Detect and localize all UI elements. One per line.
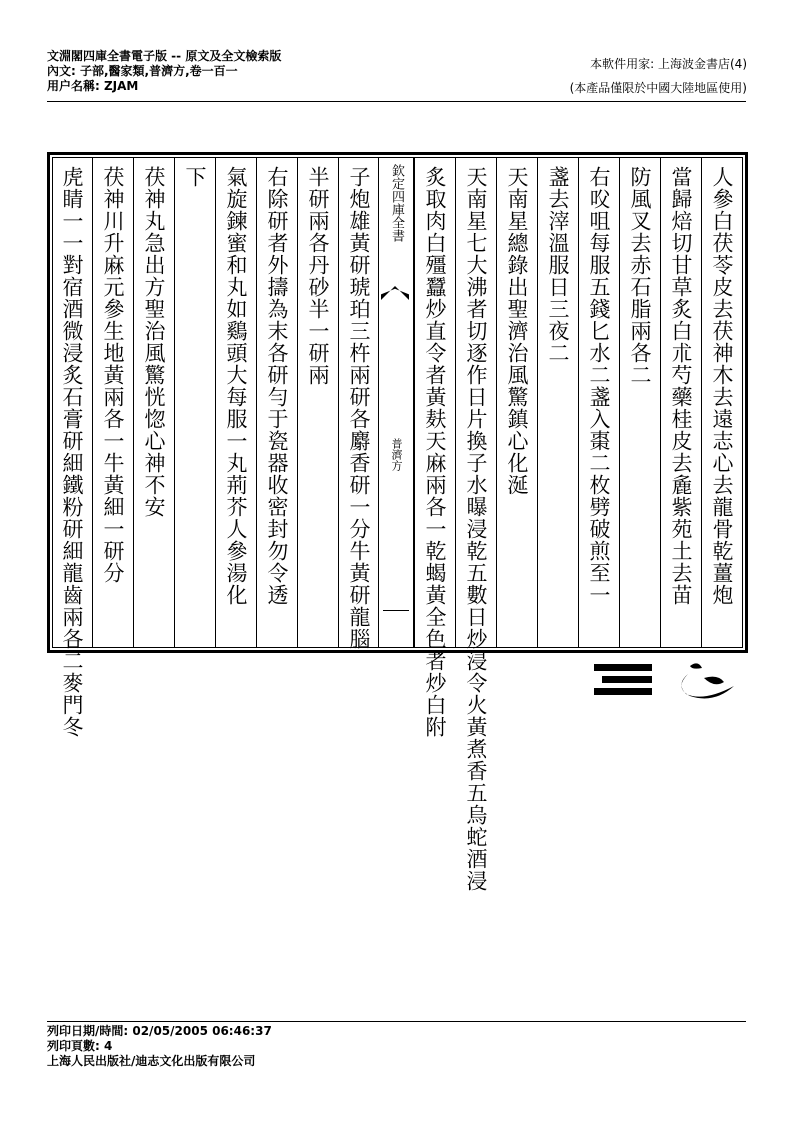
footer-print-pages: 列印頁數: 4: [47, 1039, 113, 1053]
text-column-13: 下: [174, 158, 215, 647]
text-column-6: 天南星總錄出聖濟治風驚鎮心化涎: [496, 158, 537, 647]
footer-publisher: 上海人民出版社/迪志文化出版有限公司: [47, 1054, 256, 1068]
text-column-10: 半研兩各丹砂半一研兩: [297, 158, 338, 647]
text-column-8: 炙取肉白殭蠶炒直令者黃麸天麻兩各一乾蝎黃全色者炒白附: [414, 158, 455, 647]
center-title: 欽定四庫全書: [389, 164, 404, 242]
text-column-2: 當歸焙切甘草炙白朮芍藥桂皮去麁紫苑土去苗: [660, 158, 701, 647]
book-page-inner: [52, 157, 743, 892]
text-column-12: 氣旋鍊蜜和丸如鷄頭大每服一丸荊芥人參湯化: [215, 158, 256, 647]
header-region-notice: (本產品僅限於中國大陸地區使用): [569, 81, 747, 95]
header-licensee: 本軟件用家: 上海波金書店(4): [590, 57, 747, 71]
logo-bars-icon: [594, 664, 652, 695]
header-right: [570, 52, 747, 100]
text-column-5: 盞去滓溫服日三夜二: [537, 158, 578, 647]
fishtail-mark-icon: [381, 286, 409, 300]
center-fold-column: [378, 158, 414, 647]
header-username: 用户名稱: ZJAM: [47, 79, 139, 93]
text-column-9: 子炮雄黃研琥珀三杵兩研各麝香研一分牛黃研龍腦: [338, 158, 379, 647]
center-book-name: 普濟方: [390, 438, 403, 471]
header-divider: [47, 101, 746, 102]
text-column-7: 天南星七大沸者切逐作日片換子水曝浸乾五數日炒浸令火黃煮香五烏蛇酒浸: [455, 158, 496, 647]
text-column-4: 右㕮咀每服五錢匕水二盞入棗二枚劈破煎至一: [578, 158, 619, 647]
header-title: 文淵閣四庫全書電子版 -- 原文及全文檢索版: [47, 49, 282, 63]
text-column-1: 人參白茯苓皮去茯神木去遠志心去龍骨乾薑炮: [701, 158, 742, 647]
text-column-3: 防風叉去赤石脂兩各二: [619, 158, 660, 647]
logo-swirl-icon: [681, 663, 734, 698]
header-content-path: 內文: 子部,醫家類,普濟方,卷一百一: [47, 64, 238, 78]
header-left: [47, 49, 281, 94]
center-divider: [383, 610, 409, 611]
footer-divider: [47, 1021, 746, 1022]
book-page-frame: [47, 152, 748, 892]
text-column-16: 虎睛一一對宿酒微浸炙石膏研細鐵粉研細龍齒兩各二麥門冬: [60, 166, 84, 738]
footer: [47, 1024, 272, 1069]
text-column-14: 茯神丸急出方聖治風驚恍惚心神不安: [133, 158, 174, 647]
publisher-logo: [592, 658, 744, 702]
text-column-11: 右除研者外擣為末各研勻于瓷器收密封勿令透: [256, 158, 297, 647]
footer-print-datetime: 列印日期/時間: 02/05/2005 06:46:37: [47, 1024, 272, 1038]
text-column-15: 茯神川升麻元參生地黃兩各一牛黃細一研分: [92, 158, 133, 647]
